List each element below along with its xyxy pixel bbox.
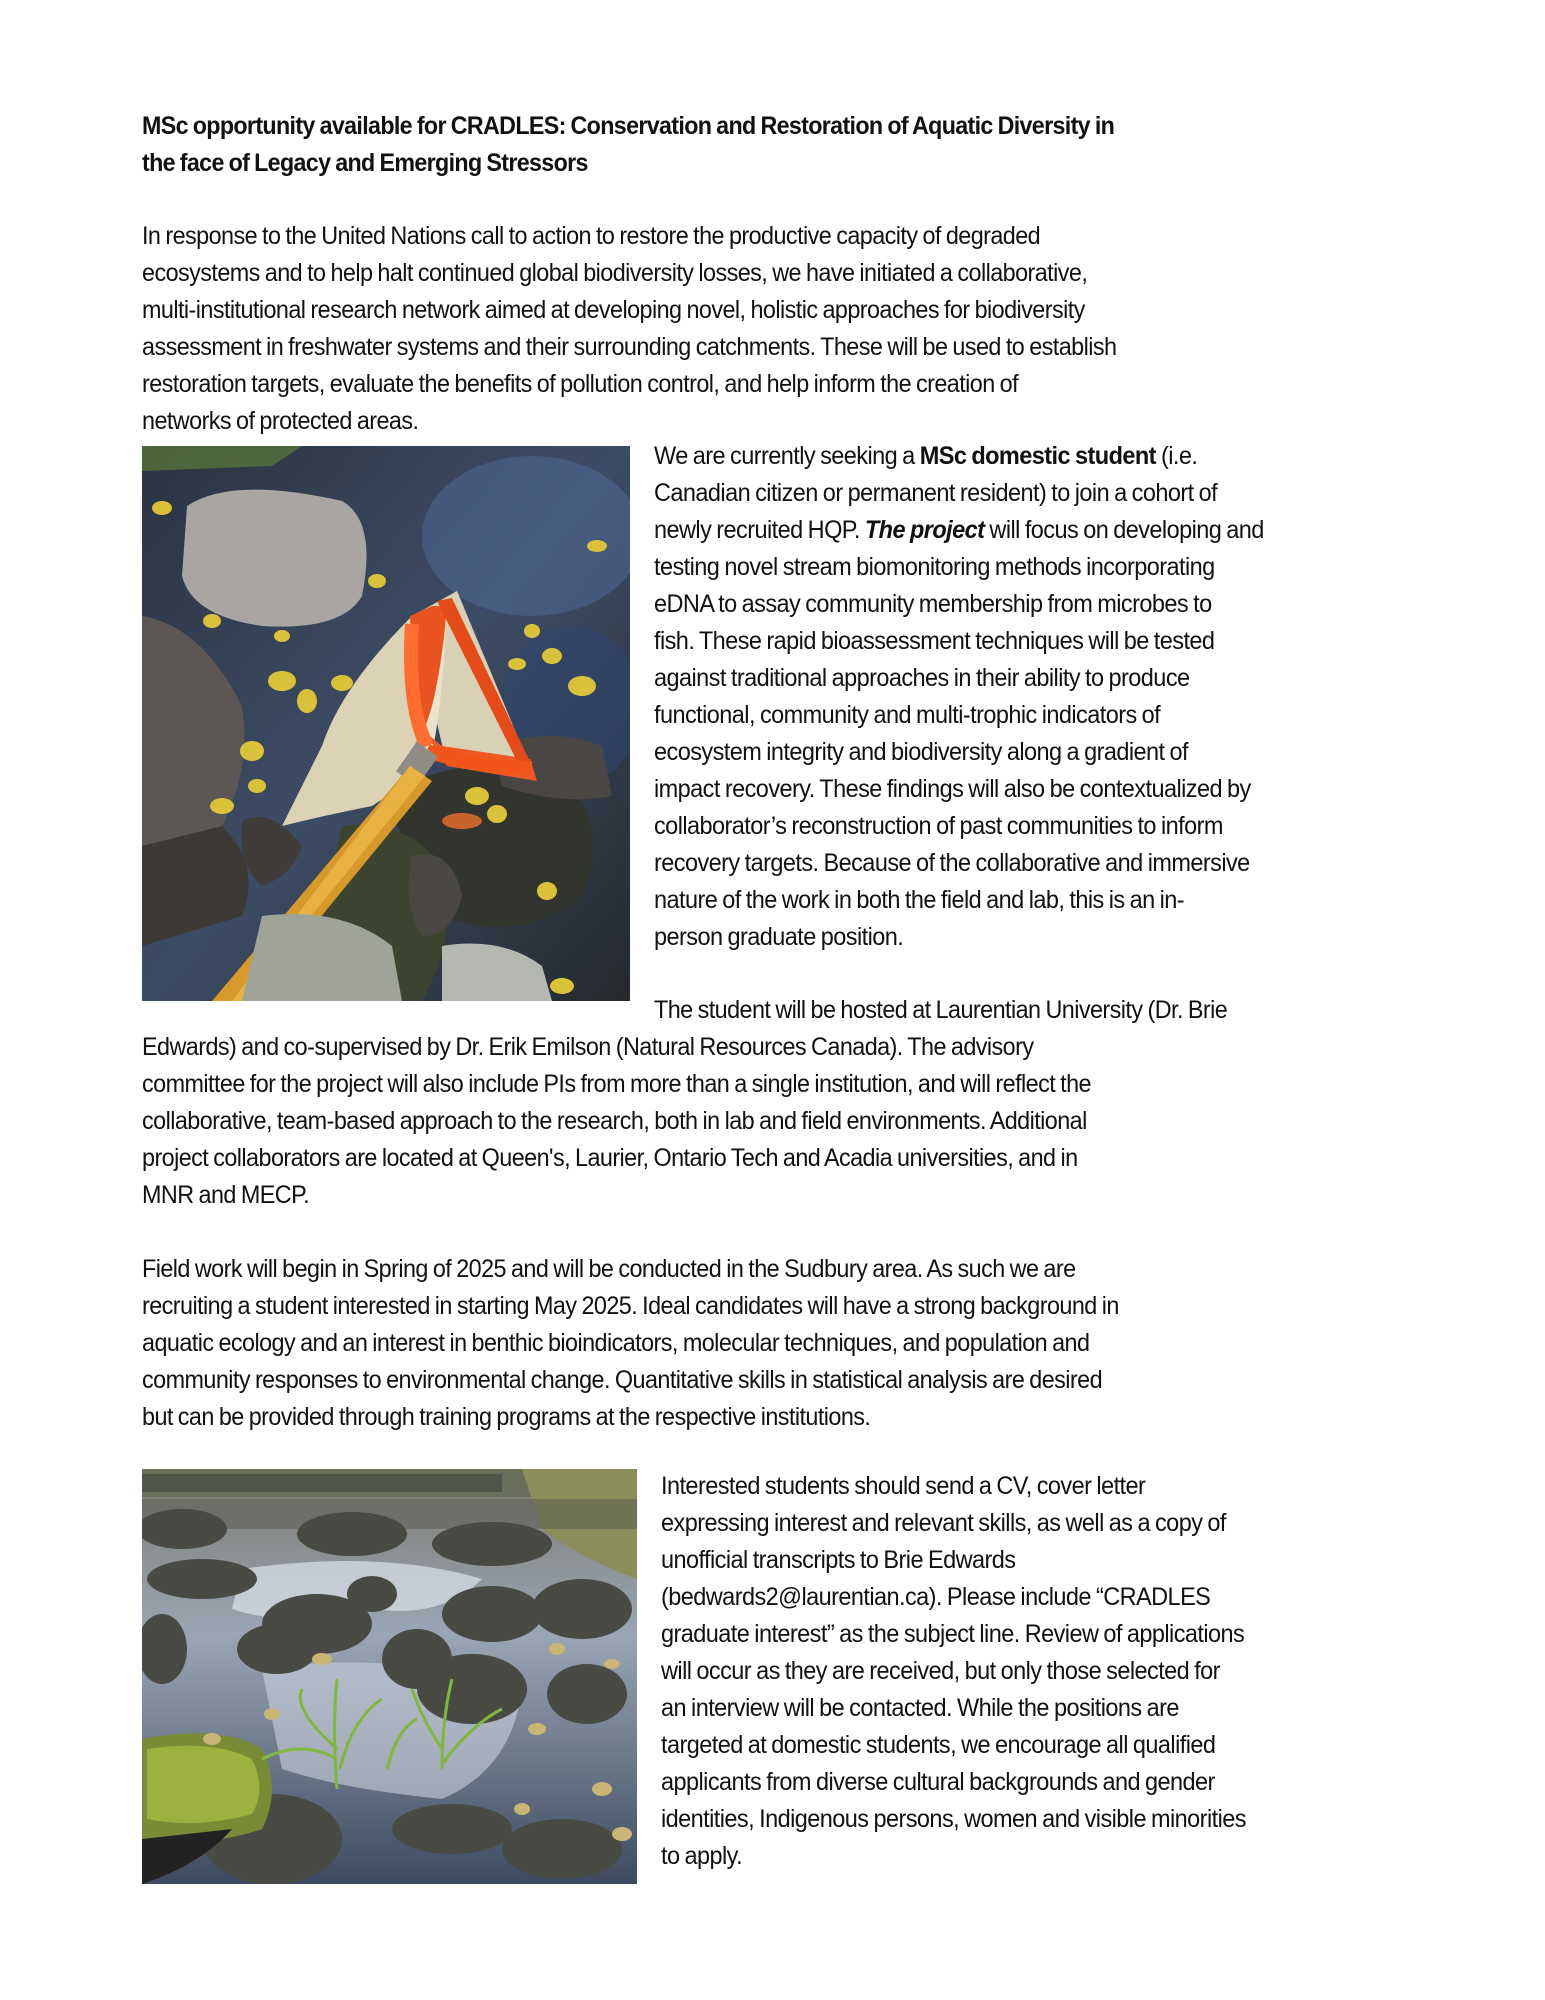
hosting-paragraph-first-line [654, 992, 1227, 1029]
text-line: fish. These rapid bioassessment techniques will be tested [654, 627, 1215, 655]
text-line: but can be provided through training programs at the respective institutions. [142, 1403, 871, 1431]
text-line: identities, Indigenous persons, women and visible minorities [661, 1805, 1246, 1833]
text-line: In response to the United Nations call to action to restore the productive capacity of degraded [142, 222, 1041, 250]
text-line: graduate interest” as the subject line. Review of applications [661, 1620, 1245, 1648]
project-paragraph [654, 438, 1264, 956]
text-line: to apply. [661, 1842, 743, 1870]
text-line: will occur as they are received, but only those selected for [661, 1657, 1220, 1685]
text-line: assessment in freshwater systems and their surrounding catchments. These will be used to establish [142, 333, 1117, 361]
text-line: networks of protected areas. [142, 407, 419, 435]
text-line: restoration targets, evaluate the benefits of pollution control, and help inform the creation of [142, 370, 1019, 398]
text-line: impact recovery. These findings will also be contextualized by [654, 775, 1251, 803]
text-line: against traditional approaches in their ability to produce [654, 664, 1190, 692]
highlight-msc-domestic-student: MSc domestic student [919, 442, 1156, 470]
title-line: MSc opportunity available for CRADLES: Conservation and Restoration of Aquatic Diversity in [142, 112, 1115, 140]
text-line: community responses to environmental change. Quantitative skills in statistical analysis are desired [142, 1366, 1103, 1394]
text-line: multi-institutional research network aimed at developing novel, holistic approaches for biodiversity [142, 296, 1085, 324]
text-line: expressing interest and relevant skills, as well as a copy of [661, 1509, 1226, 1537]
highlight-the-project: The project [864, 516, 985, 544]
text-line: committee for the project will also include PIs from more than a single institution, and will reflect the [142, 1070, 1091, 1098]
kick-net-photo [142, 446, 630, 1001]
text-line: Interested students should send a CV, cover letter [661, 1472, 1146, 1500]
text-line: recruiting a student interested in starting May 2025. Ideal candidates will have a strong background in [142, 1292, 1119, 1320]
text-line: ecosystems and to help halt continued global biodiversity losses, we have initiated a collaborative, [142, 259, 1088, 287]
text-line: targeted at domestic students, we encourage all qualified [661, 1731, 1216, 1759]
stream-photo [142, 1469, 637, 1884]
fieldwork-paragraph [142, 1251, 1119, 1436]
text-line: aquatic ecology and an interest in benthic bioindicators, molecular techniques, and population and [142, 1329, 1090, 1357]
text-line: We are currently seeking a MSc domestic student (i.e. [654, 442, 1198, 470]
text-line: an interview will be contacted. While the positions are [661, 1694, 1179, 1722]
text-line: newly recruited HQP. The project will focus on developing and [654, 516, 1264, 544]
text-line: Canadian citizen or permanent resident) to join a cohort of [654, 479, 1218, 507]
text-line: testing novel stream biomonitoring methods incorporating [654, 553, 1215, 581]
text-line: collaborator’s reconstruction of past communities to inform [654, 812, 1223, 840]
text-line: eDNA to assay community membership from microbes to [654, 590, 1212, 618]
text-line: ecosystem integrity and biodiversity along a gradient of [654, 738, 1188, 766]
text-line: Field work will begin in Spring of 2025 and will be conducted in the Sudbury area. As such we are [142, 1255, 1076, 1283]
text-line: applicants from diverse cultural backgrounds and gender [661, 1768, 1215, 1796]
text-line: project collaborators are located at Queen's, Laurier, Ontario Tech and Acadia universities, and in [142, 1144, 1078, 1172]
text-line: nature of the work in both the field and lab, this is an in- [654, 886, 1185, 914]
text-line: recovery targets. Because of the collaborative and immersive [654, 849, 1250, 877]
contact-email-line: (bedwards2@laurentian.ca). Please include “CRADLES [661, 1583, 1211, 1611]
document-title [142, 108, 1114, 182]
text-line: collaborative, team-based approach to the research, both in lab and field environments. Additional [142, 1107, 1087, 1135]
text-line: unofficial transcripts to Brie Edwards [661, 1546, 1016, 1574]
application-paragraph [661, 1468, 1246, 1875]
text-line: MNR and MECP. [142, 1181, 310, 1209]
text-line: functional, community and multi-trophic indicators of [654, 701, 1161, 729]
hosting-paragraph [142, 1029, 1091, 1214]
text-line: person graduate position. [654, 923, 904, 951]
title-line: the face of Legacy and Emerging Stressors [142, 149, 588, 177]
intro-paragraph [142, 218, 1116, 440]
text-line: The student will be hosted at Laurentian University (Dr. Brie [654, 996, 1228, 1024]
text-line: Edwards) and co-supervised by Dr. Erik Emilson (Natural Resources Canada). The advisory [142, 1033, 1034, 1061]
